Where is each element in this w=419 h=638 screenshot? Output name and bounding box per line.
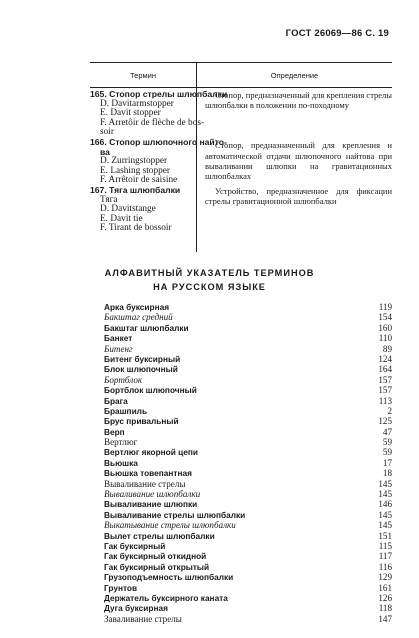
index-entry <box>104 520 392 530</box>
term-heading: 166. Стопор шлюпочного найто- <box>90 136 227 147</box>
definition-167: Устройство, предназначенное для фиксации стрелы гравитационной шлюпбалки <box>205 186 392 207</box>
index-entry <box>104 375 392 385</box>
term-heading: 165. Стопор стрелы шлюпбалки <box>90 89 228 99</box>
index-term: Держатель буксирного каната <box>104 592 228 603</box>
index-entry <box>104 416 392 426</box>
term-group <box>90 89 228 138</box>
index-term: Гак буксирный <box>104 540 166 551</box>
index-term: Вываливание шлюпки <box>104 499 198 510</box>
term-translation: F. Tirant de bossoir <box>100 223 172 234</box>
term-group <box>90 136 227 186</box>
index-page-number: 145 <box>378 489 392 500</box>
index-entry <box>104 427 392 437</box>
index-page-number: 2 <box>387 405 392 416</box>
index-entry <box>104 354 392 364</box>
index-page-number: 160 <box>378 322 392 333</box>
index-term: Бортблок шлюпочный <box>104 385 197 396</box>
index-term: Вываливание стрелы шлюпбалки <box>104 509 246 520</box>
index-term: Заваливание стрелы <box>104 613 182 624</box>
index-term: Грунтов <box>104 582 138 593</box>
index-entry <box>104 458 392 468</box>
index-term: Банкет <box>104 333 133 344</box>
index-entry <box>104 489 392 499</box>
index-page-number: 118 <box>378 603 392 614</box>
index-page-number: 17 <box>382 457 392 468</box>
index-page-number: 151 <box>378 530 392 541</box>
index-entry <box>104 583 392 593</box>
definitions-column <box>197 88 393 253</box>
index-page-number: 146 <box>378 499 392 510</box>
index-term: Гак буксирный открытый <box>104 561 210 572</box>
index-page-number: 157 <box>378 385 392 396</box>
index-term: Брага <box>104 395 128 406</box>
index-page-number: 126 <box>378 592 392 603</box>
index-term: Блок шлюпочный <box>104 364 178 375</box>
index-entry <box>104 541 392 551</box>
index-term: Вертлюг <box>104 437 138 448</box>
column-header-term: Термин <box>90 63 197 88</box>
index-term: Брашпиль <box>104 405 148 416</box>
page-header: ГОСТ 26069—86 С. 19 <box>285 28 389 39</box>
term-translation: D. Davitstange <box>100 204 156 215</box>
index-entry <box>104 531 392 541</box>
index-page-number: 154 <box>378 312 392 323</box>
index-entry <box>104 437 392 447</box>
index-page-number: 145 <box>378 478 392 489</box>
index-entry <box>104 323 392 333</box>
definition-166: Стопор, предназначенный для крепления и автоматической отдачи шлюпочного найтова при вываливании шлюпки на гравитационных шлюпбалках <box>205 140 392 182</box>
index-term: Дуга буксирная <box>104 603 168 614</box>
term-groups <box>90 89 228 234</box>
term-translation: E. Davit tie <box>100 213 143 224</box>
term-translation: E. Lashing stopper <box>100 165 170 176</box>
index-page-number: 125 <box>378 416 392 427</box>
term-translation: E. Davit stopper <box>100 108 161 119</box>
index-entry <box>104 333 392 343</box>
index-page-number: 113 <box>378 395 392 406</box>
term-translation: soir <box>100 127 114 138</box>
index-term: Бакштаг средний <box>104 312 173 323</box>
index-entry <box>104 572 392 582</box>
index-entry <box>104 396 392 406</box>
term-group <box>90 186 192 234</box>
index-term: Вьюшка товепантная <box>104 468 192 479</box>
term-translation: F. Arretôir de flèche de bos- <box>100 117 205 128</box>
index-term: Выкатывание стрелы шлюпбалки <box>104 520 236 531</box>
term-translation: D. Zurringstopper <box>100 156 168 167</box>
index-entry <box>104 385 392 395</box>
index-title-line-2: НА РУССКОМ ЯЗЫКЕ <box>153 282 266 292</box>
index-page-number: 116 <box>378 561 392 572</box>
index-page-number: 119 <box>378 302 392 312</box>
index-page-number: 157 <box>378 374 392 385</box>
term-heading: ва <box>100 146 110 157</box>
index-page-number: 89 <box>382 343 392 354</box>
index-term: Вываливание стрелы <box>104 478 186 489</box>
index-entry <box>104 364 392 374</box>
index-page-number: 110 <box>378 333 392 344</box>
index-page-number: 117 <box>378 551 392 562</box>
index-page-number: 145 <box>378 509 392 520</box>
index-term: Гак буксирный откидной <box>104 551 207 562</box>
column-header-definition: Определение <box>197 63 393 88</box>
index-page-number: 47 <box>382 426 392 437</box>
index-page-number: 59 <box>382 447 392 458</box>
index-term: Вертлюг якорной цепи <box>104 447 198 458</box>
definition-165: Стопор, предназначенный для крепления стрелы шлюпбалки в положении по-походному <box>205 90 392 111</box>
index-term: Брус привальный <box>104 416 179 427</box>
index-term: Вываливание шлюпбалки <box>104 489 201 500</box>
index-entry <box>104 510 392 520</box>
index-entry <box>104 447 392 457</box>
index-page-number: 129 <box>378 572 392 583</box>
index-page-number: 59 <box>382 437 392 448</box>
term-translation: D. Davitarmstopper <box>100 98 174 109</box>
index-page-number: 145 <box>378 520 392 531</box>
index-page-number: 161 <box>378 582 392 593</box>
index-title <box>60 266 359 294</box>
index-term: Бортблок <box>104 374 143 385</box>
index-term: Вьюшка <box>104 457 138 468</box>
index-page-number: 164 <box>378 364 392 375</box>
terms-table <box>90 62 392 252</box>
index-term: Верп <box>104 426 125 437</box>
term-translation: F. Arrêtoir de saisine <box>100 175 178 186</box>
index-entry <box>104 406 392 416</box>
index-entry <box>104 344 392 354</box>
index-page-number: 115 <box>378 540 392 551</box>
index-entry <box>104 302 392 312</box>
index-entry <box>104 468 392 478</box>
terms-column <box>90 88 228 253</box>
index-entry <box>104 614 392 624</box>
index-entry <box>104 562 392 572</box>
index-page-number: 124 <box>378 353 392 364</box>
index-term: Бакштаг шлюпбалки <box>104 322 189 333</box>
index-term: Арка буксирная <box>104 302 170 312</box>
index-entry <box>104 499 392 509</box>
index-page-number: 147 <box>378 613 392 624</box>
term-translation: Тяга <box>100 194 118 205</box>
index-term: Грузоподъемность шлюпбалки <box>104 572 234 583</box>
index-term: Битенг <box>104 343 133 354</box>
index-entry <box>104 603 392 613</box>
index-list <box>104 302 392 624</box>
index-entry <box>104 479 392 489</box>
term-heading: 167. Тяга шлюпбалки <box>90 184 181 195</box>
index-term: Битенг буксирный <box>104 353 181 364</box>
index-term: Вылет стрелы шлюпбалки <box>104 530 215 541</box>
index-page-number: 18 <box>382 468 392 479</box>
index-entry <box>104 312 392 322</box>
index-entry <box>104 593 392 603</box>
index-entry <box>104 551 392 561</box>
index-title-line-1: АЛФАВИТНЫЙ УКАЗАТЕЛЬ ТЕРМИНОВ <box>104 268 315 278</box>
